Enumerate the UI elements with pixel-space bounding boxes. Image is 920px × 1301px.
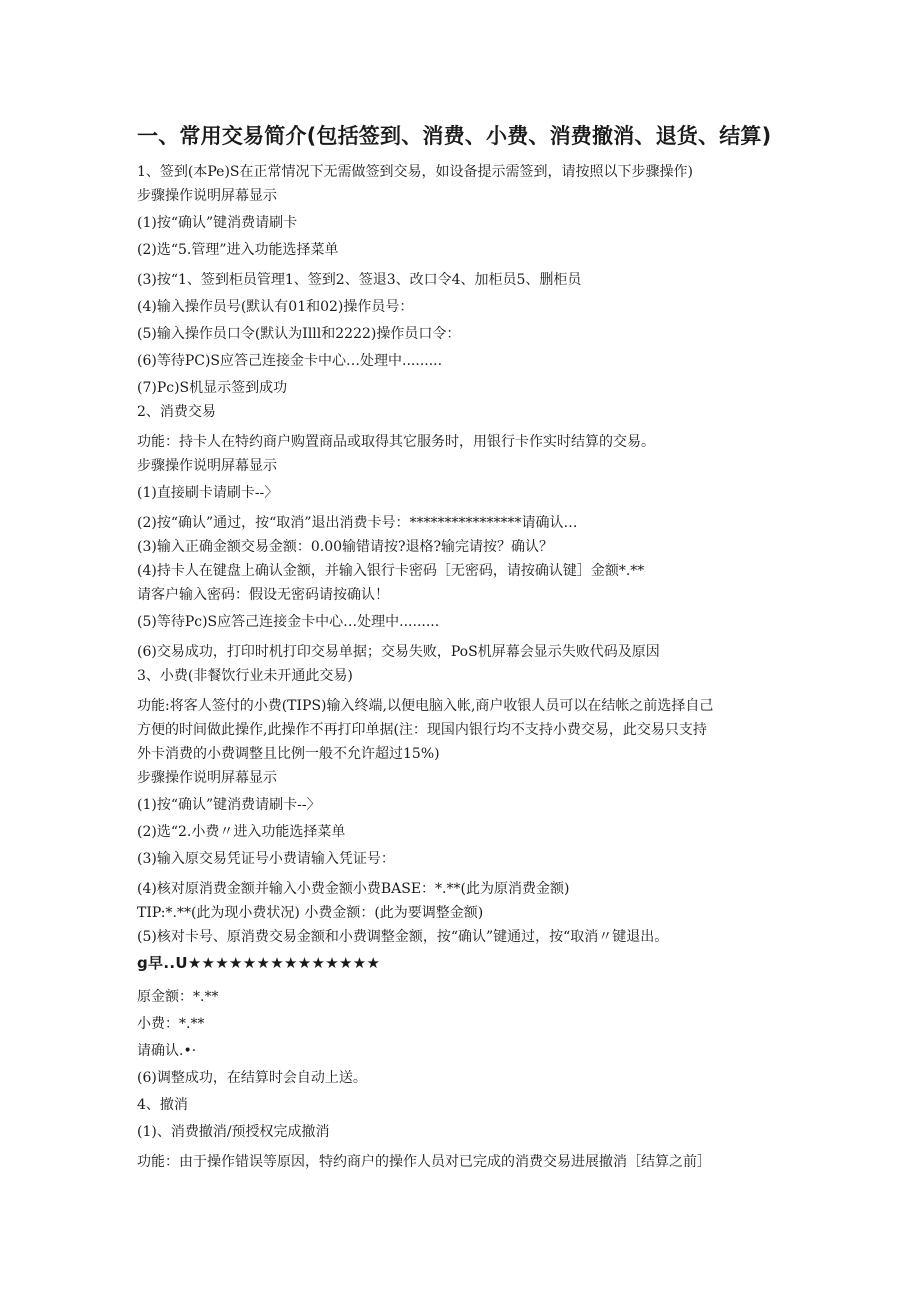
step-line: (4)持卡人在键盘上确认金额，并输入银行卡密码［无密码，请按确认键］金额*.** <box>137 563 645 579</box>
step-line: (2)选“2.小费〃进入功能选择菜单 <box>137 824 346 840</box>
function-description: 外卡消费的小费调整且比例一般不允许超过15%) <box>137 746 440 762</box>
step-line: (2)按“确认”通过，按“取消”退出消费卡号：****************请确认… <box>137 515 578 531</box>
step-line: 请客户输入密码：假设无密码请按确认！ <box>137 587 389 603</box>
step-line: TIP:*.**(此为现小费状况) 小费金额：(此为要调整金额) <box>137 905 484 921</box>
section-1-heading: 1、签到(本Pe)S在正常情况下无需做签到交易，如设备提示需签到，请按照以下步骤操作) <box>137 164 693 180</box>
subsection-heading: (1)、消费撤消/预授权完成撤消 <box>137 1124 330 1140</box>
step-line: (7)Pc)S机显示签到成功 <box>137 380 288 396</box>
document-body <box>137 160 787 1174</box>
step-line: (1)按“确认”键消费请刷卡 <box>137 215 298 231</box>
function-description: 功能：持卡人在特约商户购置商品或取得其它服务时，用银行卡作实时结算的交易。 <box>137 434 655 450</box>
document-title: 一、常用交易简介(包括签到、消费、小费、消费撤消、退货、结算) <box>137 124 772 148</box>
steps-header: 步骤操作说明屏幕显示 <box>137 770 277 786</box>
screen-display-line: 请确认.•· <box>137 1043 197 1059</box>
step-line: (5)输入操作员口令(默认为Illl和2222)操作员口令： <box>137 326 461 342</box>
section-3-heading: 3、小费(非餐饮行业未开通此交易) <box>137 668 353 684</box>
step-line: (1)按“确认”键消费请刷卡--〉 <box>137 797 321 813</box>
step-line: (6)交易成功，打印时机打印交易单据；交易失败，PoS机屏幕会显示失败代码及原因 <box>137 644 660 660</box>
step-line: (3)输入正确金额交易金额：0.00输错请按?退格?输完请按？确认？ <box>137 539 554 555</box>
step-line: (4)核对原消费金额并输入小费金额小费BASE：*.**(此为原消费金额) <box>137 881 570 897</box>
steps-header: 步骤操作说明屏幕显示 <box>137 458 277 474</box>
screen-display-stars: g早..U★★★★★★★★★★★★★★ <box>137 954 381 972</box>
step-line: (4)输入操作员号(默认有01和02)操作员号： <box>137 299 414 315</box>
screen-display-line: 原金额：*.** <box>137 989 219 1005</box>
section-2-heading: 2、消费交易 <box>137 404 216 420</box>
function-description: 功能:将客人签付的小费(TIPS)输入终端,以便电脑入帐,商户收银人员可以在结帐之前选择自己 <box>137 698 714 714</box>
step-line: (6)调整成功，在结算时会自动上送。 <box>137 1070 367 1086</box>
steps-header: 步骤操作说明屏幕显示 <box>137 188 277 204</box>
function-description: 功能：由于操作错误等原因，特约商户的操作人员对已完成的消费交易进展撤消［结算之前］ <box>137 1154 711 1170</box>
function-description: 方便的时间做此操作,此操作不再打印单据(注：现国内银行均不支持小费交易，此交易只支持 <box>137 722 707 738</box>
section-4-heading: 4、撤消 <box>137 1097 188 1113</box>
screen-display-line: 小费：*.** <box>137 1016 205 1032</box>
step-line: (1)直接刷卡请刷卡--〉 <box>137 485 279 501</box>
step-line: (6)等待PC)S应答己连接金卡中心…处理中......... <box>137 353 443 369</box>
step-line: (5)核对卡号、原消费交易金额和小费调整金额，按“确认”键通过，按“取消〃键退出。 <box>137 929 669 945</box>
step-line: (2)选“5.管理”进入功能选择菜单 <box>137 242 339 258</box>
step-line: (3)输入原交易凭证号小费请输入凭证号： <box>137 851 395 867</box>
step-line: (5)等待Pc)S应答己连接金卡中心…处理中......... <box>137 614 440 630</box>
step-line: (3)按“1、签到柜员管理1、签到2、签退3、改口令4、加柜员5、删柜员 <box>137 272 582 288</box>
